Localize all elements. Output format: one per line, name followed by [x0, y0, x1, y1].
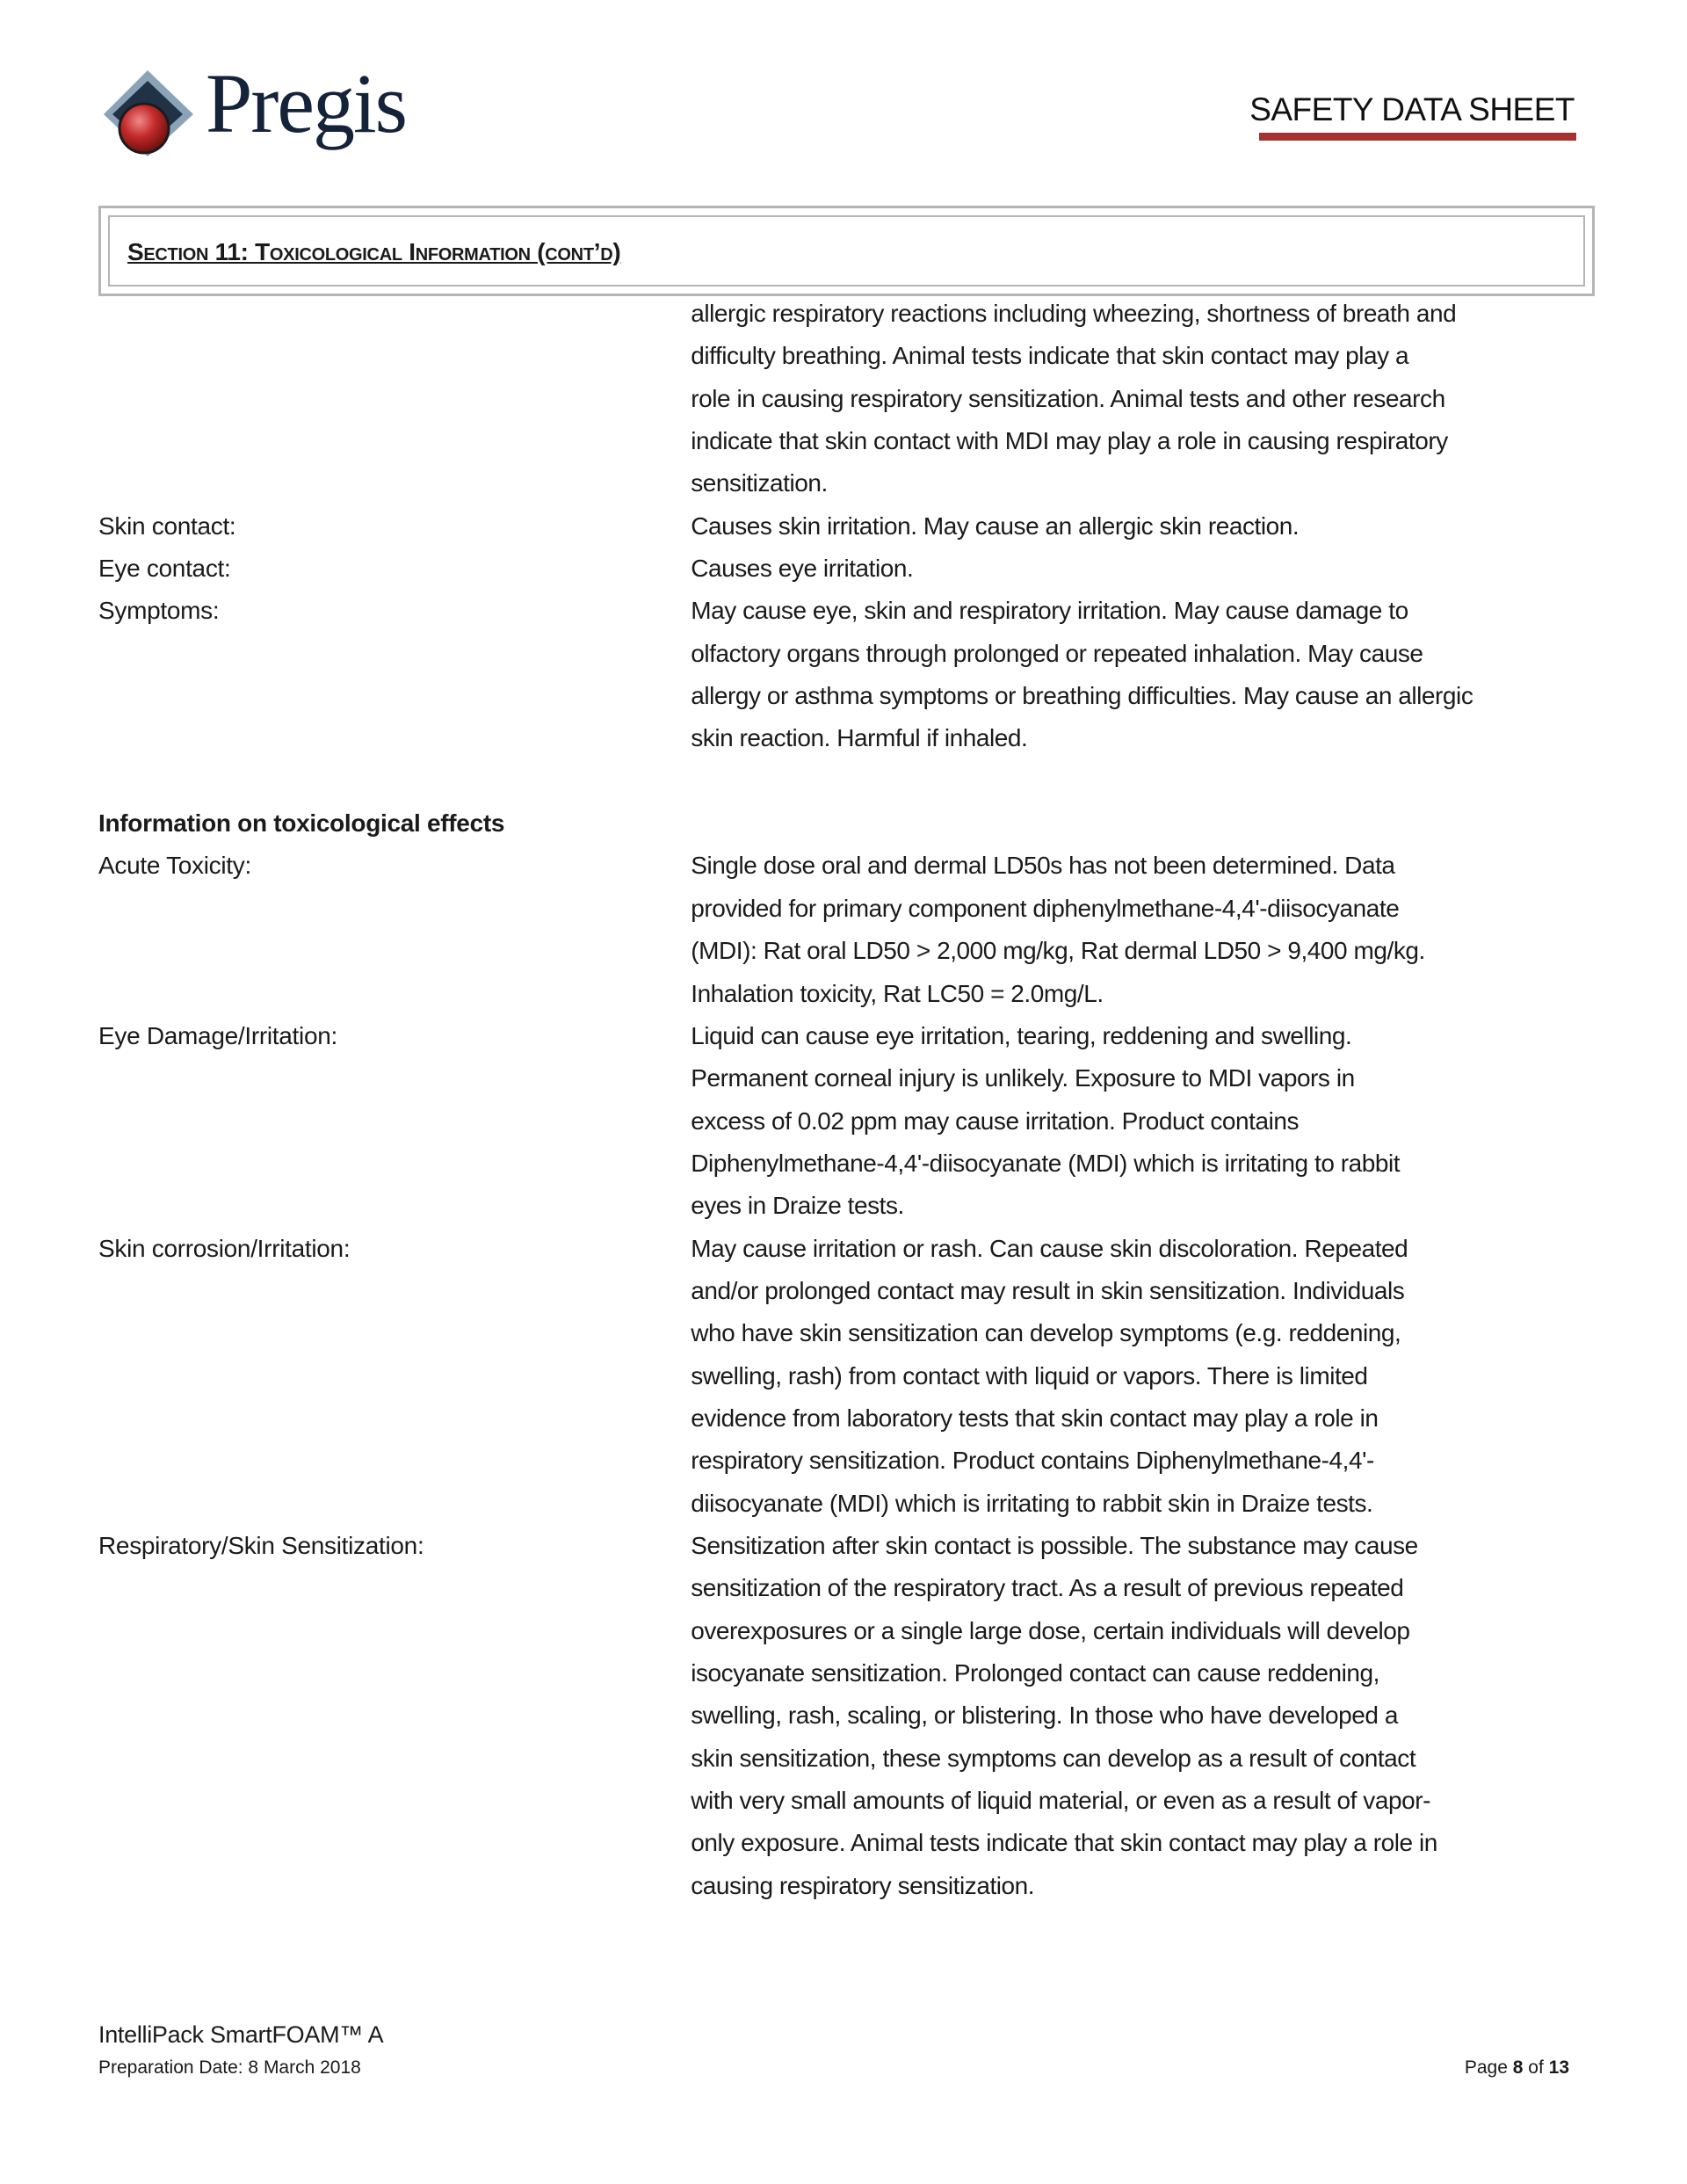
property-value — [691, 845, 1601, 1014]
value-line: Permanent corneal injury is unlikely. Exposure to MDI vapors in — [691, 1064, 1355, 1092]
property-row — [98, 1015, 1601, 1228]
value-line: allergy or asthma symptoms or breathing difficulties. May cause an allergic — [691, 682, 1473, 710]
accent-bar — [1259, 133, 1576, 141]
property-label: Eye contact: — [98, 555, 231, 583]
document-type: SAFETY DATA SHEET — [1249, 91, 1575, 127]
value-line: May cause irritation or rash. Can cause skin discoloration. Repeated — [691, 1234, 1408, 1262]
section-header-box — [98, 206, 1595, 296]
value-line: excess of 0.02 ppm may cause irritation. Product contains — [691, 1107, 1300, 1135]
value-line: Sensitization after skin contact is possible. The substance may cause — [691, 1531, 1418, 1559]
property-label: Skin contact: — [98, 512, 236, 540]
value-line: and/or prolonged contact may result in skin sensitization. Individuals — [691, 1276, 1405, 1304]
value-line: overexposures or a single large dose, certain individuals will develop — [691, 1616, 1410, 1644]
property-label: Acute Toxicity: — [98, 852, 251, 880]
value-line: skin reaction. Harmful if inhaled. — [691, 724, 1028, 752]
value-line: provided for primary component diphenylmethane-4,4'-diisocyanate — [691, 894, 1400, 922]
property-label: Symptoms: — [98, 597, 220, 625]
property-value — [691, 1015, 1601, 1228]
value-line: Causes skin irritation. May cause an allergic skin reaction. — [691, 512, 1300, 540]
subheading: Information on toxicological effects — [98, 809, 505, 838]
value-line: difficulty breathing. Animal tests indicate that skin contact may play a — [691, 342, 1409, 370]
value-line: who have skin sensitization can develop symptoms (e.g. reddening, — [691, 1319, 1401, 1347]
section-title: Section 11: Toxicological Information (cont’d) — [127, 238, 621, 265]
property-row — [98, 293, 1601, 505]
property-row — [98, 590, 1601, 759]
value-line: eyes in Draize tests. — [691, 1192, 904, 1220]
property-value — [691, 590, 1601, 759]
footer-page-number: Page 8 of 13 — [1464, 2057, 1569, 2078]
value-line: Liquid can cause eye irritation, tearing, reddening and swelling. — [691, 1021, 1352, 1049]
footer-prep-date: Preparation Date: 8 March 2018 — [98, 2057, 361, 2078]
value-line: (MDI): Rat oral LD50 > 2,000 mg/kg, Rat dermal LD50 > 9,400 mg/kg. — [691, 937, 1425, 965]
value-line: swelling, rash) from contact with liquid or vapors. There is limited — [691, 1361, 1368, 1389]
value-line: Single dose oral and dermal LD50s has not been determined. Data — [691, 852, 1395, 880]
value-line: evidence from laboratory tests that skin contact may play a role in — [691, 1404, 1379, 1432]
value-line: sensitization. — [691, 469, 828, 497]
footer-product: IntelliPack SmartFOAM™ A — [98, 2021, 384, 2048]
value-line: Diphenylmethane-4,4'-diisocyanate (MDI) which is irritating to rabbit — [691, 1149, 1401, 1177]
value-line: swelling, rash, scaling, or blistering. In those who have developed a — [691, 1701, 1399, 1730]
value-line: allergic respiratory reactions including wheezing, shortness of breath and — [691, 300, 1457, 327]
value-line: respiratory sensitization. Product contains Diphenylmethane-4,4'- — [691, 1447, 1374, 1475]
value-line: May cause eye, skin and respiratory irritation. May cause damage to — [691, 597, 1408, 625]
property-value — [691, 505, 1601, 548]
property-row — [98, 505, 1601, 548]
property-value — [691, 548, 1601, 590]
value-line: role in causing respiratory sensitization. Animal tests and other research — [691, 384, 1445, 412]
top-rows — [98, 293, 1601, 760]
value-line: Inhalation toxicity, Rat LC50 = 2.0mg/L. — [691, 979, 1104, 1007]
value-line: isocyanate sensitization. Prolonged contact can cause reddening, — [691, 1659, 1379, 1687]
value-line: only exposure. Animal tests indicate that skin contact may play a role in — [691, 1829, 1437, 1857]
value-line: skin sensitization, these symptoms can develop as a result of contact — [691, 1744, 1416, 1772]
property-value — [691, 1228, 1601, 1525]
value-line: indicate that skin contact with MDI may play a role in causing respiratory — [691, 427, 1448, 455]
value-line: sensitization of the respiratory tract. As a result of previous repeated — [691, 1574, 1404, 1602]
property-row — [98, 1228, 1601, 1525]
property-value — [691, 1525, 1601, 1907]
property-label: Skin corrosion/Irritation: — [98, 1234, 351, 1262]
property-row — [98, 845, 1601, 1014]
value-line: diisocyanate (MDI) which is irritating to rabbit skin in Draize tests. — [691, 1489, 1373, 1517]
document-body — [98, 293, 1601, 1907]
value-line: with very small amounts of liquid material, or even as a result of vapor- — [691, 1787, 1430, 1815]
value-line: Causes eye irritation. — [691, 555, 914, 583]
value-line: olfactory organs through prolonged or repeated inhalation. May cause — [691, 639, 1423, 667]
bottom-rows — [98, 845, 1601, 1907]
pregis-logo-icon — [102, 69, 199, 160]
property-row — [98, 548, 1601, 590]
property-label — [98, 293, 691, 505]
property-row — [98, 1525, 1601, 1907]
brand-name: Pregis — [206, 56, 406, 150]
property-label: Respiratory/Skin Sensitization: — [98, 1531, 424, 1559]
value-line: causing respiratory sensitization. — [691, 1871, 1035, 1899]
property-label: Eye Damage/Irritation: — [98, 1021, 337, 1049]
property-value — [691, 293, 1601, 505]
